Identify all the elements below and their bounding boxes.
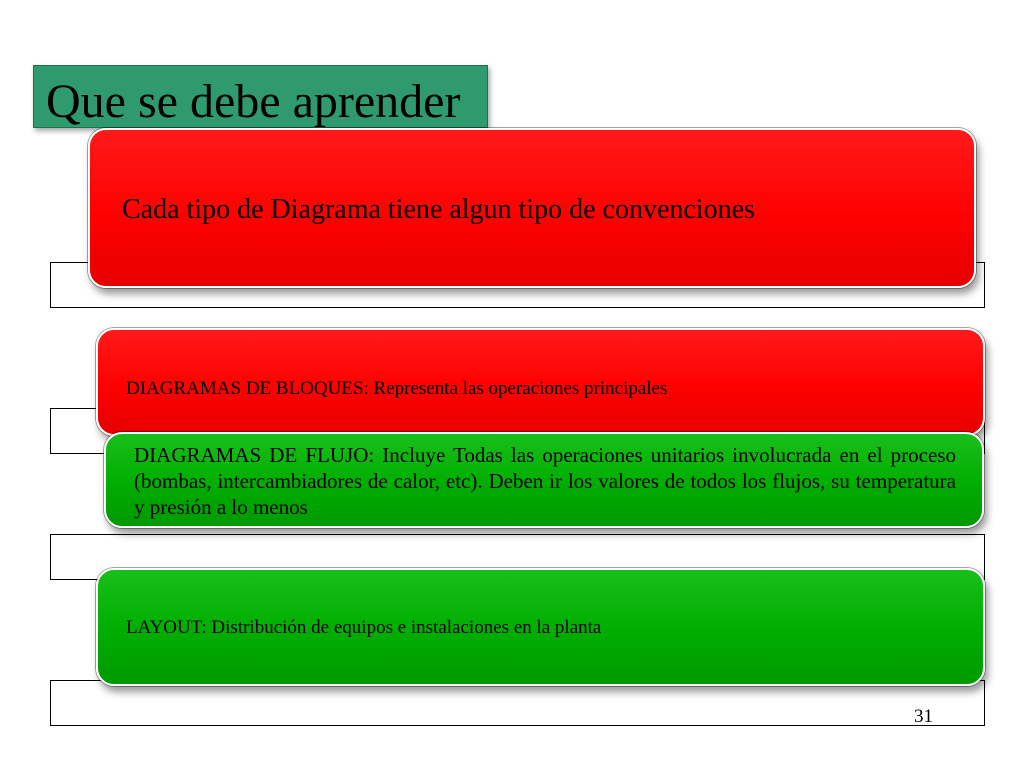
card-convenciones — [88, 128, 976, 288]
card-diagramas-flujo-text: DIAGRAMAS DE FLUJO: Incluye Todas las operaciones unitarios involucrada en el proceso (bombas, intercambiadores de calor, etc). Deben ir los valores de todos los flujos, su temperatura y presión a lo menos — [134, 443, 956, 519]
card-diagramas-bloques — [96, 328, 985, 436]
item-frame-4 — [50, 680, 985, 726]
card-diagramas-bloques-text: DIAGRAMAS DE BLOQUES: Representa las operaciones principales — [126, 378, 668, 399]
card-layout — [96, 568, 985, 686]
card-convenciones-text: Cada tipo de Diagrama tiene algun tipo de convenciones — [122, 194, 755, 225]
page-number: 31 — [914, 706, 933, 727]
card-layout-text: LAYOUT: Distribución de equipos e instalaciones en la planta — [126, 617, 602, 638]
card-diagramas-flujo — [104, 432, 984, 528]
slide-title: Que se debe aprender — [46, 75, 461, 128]
